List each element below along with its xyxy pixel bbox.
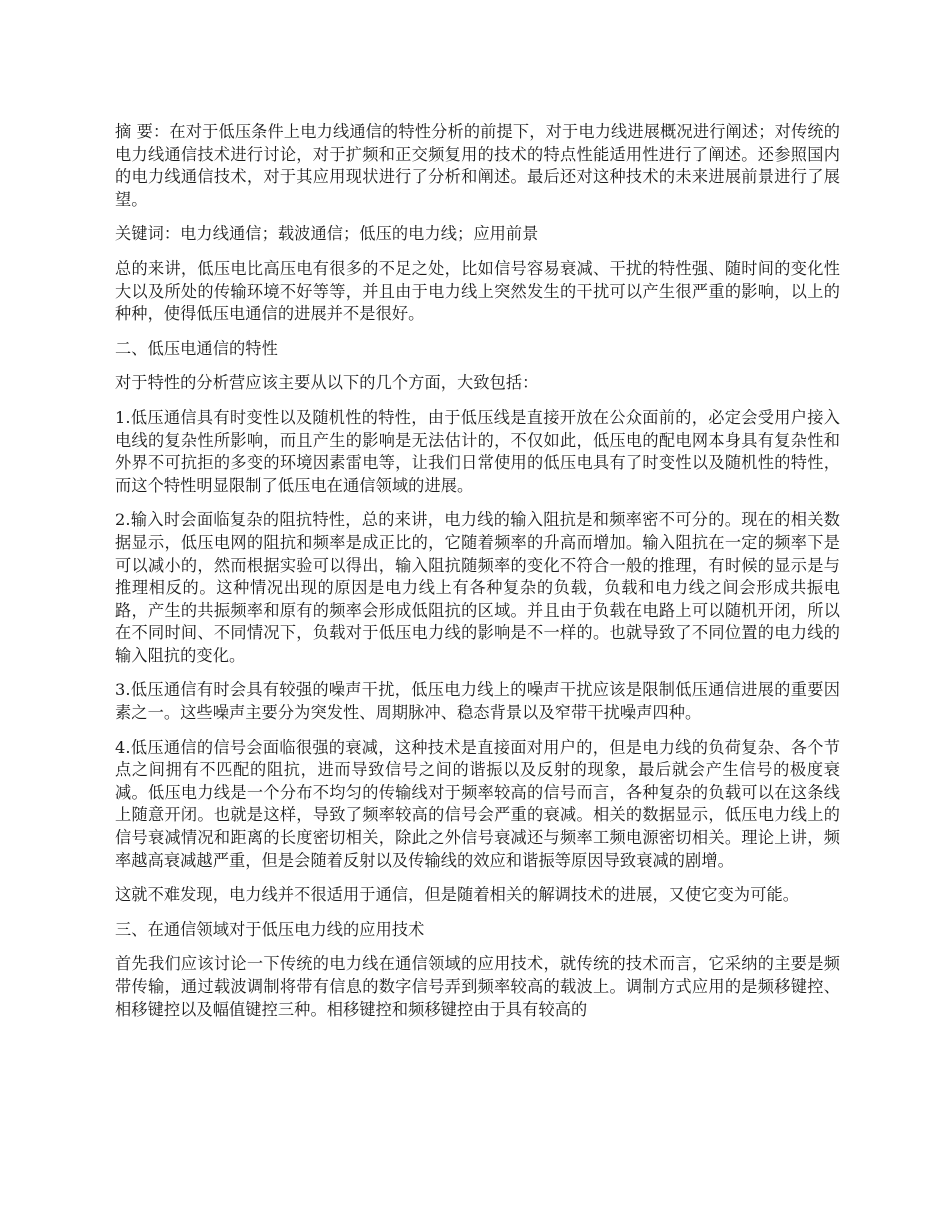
- document-body: [115, 121, 840, 1033]
- abstract-paragraph: 摘 要：在对于低压条件上电力线通信的特性分析的前提下，对于电力线进展概况进行阐述；对传统的电力线通信技术进行讨论，对于扩频和正交频复用的技术的特点性能适用性进行了阐述。还参照国内的电力线通信技术，对于其应用现状进行了分析和阐述。最后还对这种技术的未来进展前景进行了展望。: [115, 122, 840, 209]
- body-paragraph: 首先我们应该讨论一下传统的电力线在通信领域的应用技术，就传统的技术而言，它采纳的主要是频带传输，通过载波调制将带有信息的数字信号弄到频率较高的载波上。调制方式应用的是频移键控、相移键控以及幅值键控三种。相移键控和频移键控由于具有较高的: [115, 954, 840, 1019]
- list-item-2: 2.输入时会面临复杂的阻抗特性，总的来讲，电力线的输入阻抗是和频率密不可分的。现在的相关数据显示，低压电网的阻抗和频率是成正比的，它随着频率的升高而增加。输入阻抗在一定的频率下是可以减小的，然而根据实验可以得出，输入阻抗随频率的变化不符合一般的推理，有时候的显示是与推理相反的。这种情况出现的原因是电力线上有各种复杂的负载，负载和电力线之间会形成共振电路，产生的共振频率和原有的频率会形成低阻抗的区域。并且由于负载在电路上可以随机开闭，所以在不同时间、不同情况下，负载对于低压电力线的影响是不一样的。也就导致了不同位置的电力线的输入阻抗的变化。: [115, 510, 840, 665]
- section-heading-2: 二、低压电通信的特性: [115, 338, 278, 358]
- body-paragraph: 这就不难发现，电力线并不很适用于通信，但是随着相关的解调技术的进展，又使它变为可能。: [115, 885, 800, 905]
- list-item-4: 4.低压通信的信号会面临很强的衰减，这种技术是直接面对用户的，但是电力线的负荷复杂、各个节点之间拥有不匹配的阻抗，进而导致信号之间的谐振以及反射的现象，最后就会产生信号的极度衰减。低压电力线是一个分布不均匀的传输线对于频率较高的信号而言，各种复杂的负载可以在这条线上随意开闭。也就是这样，导致了频率较高的信号会严重的衰减。相关的数据显示，低压电力线上的信号衰减情况和距离的长度密切相关，除此之外信号衰减还与频率工频电源密切相关。理论上讲，频率越高衰减越严重，但是会随着反射以及传输线的效应和谐振等原因导致衰减的剧增。: [115, 737, 840, 870]
- section-heading-3: 三、在通信领域对于低压电力线的应用技术: [115, 919, 425, 939]
- keywords-paragraph: 关键词：电力线通信；载波通信；低压的电力线；应用前景: [115, 224, 539, 244]
- body-paragraph: 对于特性的分析营应该主要从以下的几个方面，大致包括：: [115, 373, 539, 393]
- list-item-1: 1.低压通信具有时变性以及随机性的特性，由于低压线是直接开放在公众面前的，必定会受用户接入电线的复杂性所影响，而且产生的影响是无法估计的，不仅如此，低压电的配电网本身具有复杂性和外界不可抗拒的多变的环境因素雷电等，让我们日常使用的低压电具有了时变性以及随机性的特性，而这个特性明显限制了低压电在通信领域的进展。: [115, 407, 840, 495]
- list-item-3: 3.低压通信有时会具有较强的噪声干扰，低压电力线上的噪声干扰应该是限制低压通信进展的重要因素之一。这些噪声主要分为突发性、周期脉冲、稳态背景以及窄带干扰噪声四种。: [115, 680, 840, 723]
- intro-paragraph: 总的来讲，低压电比高压电有很多的不足之处，比如信号容易衰减、干扰的特性强、随时间的变化性大以及所处的传输环境不好等等，并且由于电力线上突然发生的干扰可以产生很严重的影响，以上的种种，使得低压电通信的进展并不是很好。: [115, 258, 840, 324]
